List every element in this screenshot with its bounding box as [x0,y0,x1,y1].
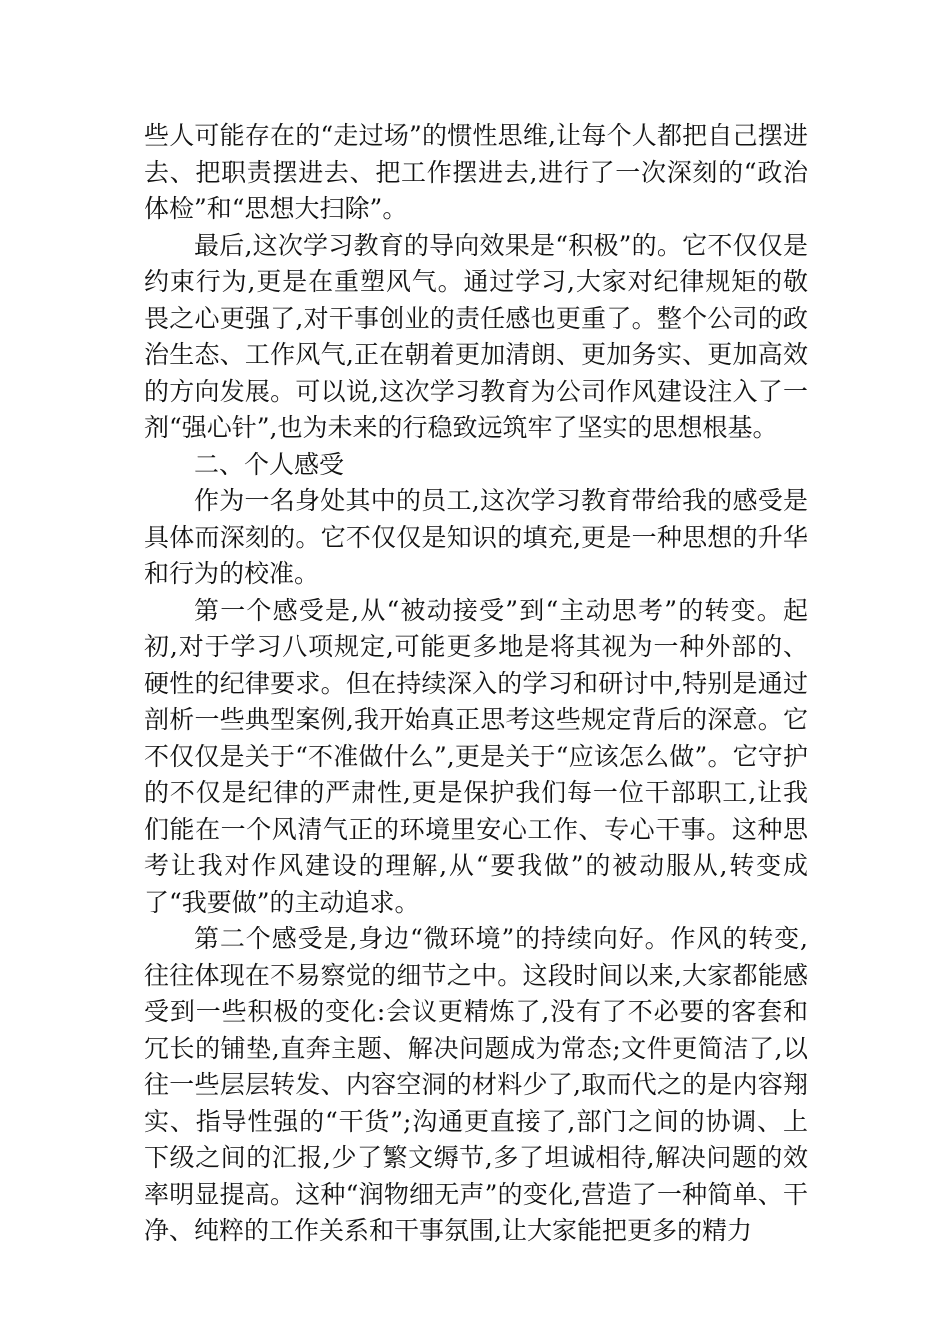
paragraph-intro: 作为一名身处其中的员工,这次学习教育带给我的感受是具体而深刻的。它不仅仅是知识的填充,更是一种思想的升华和行为的校准。 [144,486,808,588]
paragraph-second-feeling: 第二个感受是,身边“微环境”的持续向好。作风的转变,往往体现在不易察觉的细节之中。这段时间以来,大家都能感受到一些积极的变化:会议更精炼了,没有了不必要的客套和冗长的铺垫,直奔主题、解决问题成为常态;文件更简洁了,以往一些层层转发、内容空洞的材料少了,取而代之的是内容翔实、指导性强的“干货”;沟通更直接了,部门之间的协调、上下级之间的汇报,少了繁文缛节,多了坦诚相待,解决问题的效率明显提高。这种“润物细无声”的变化,营造了一种简单、干净、纯粹的工作关系和干事氛围,让大家能把更多的精力 [144,924,808,1245]
paragraph-first-feeling: 第一个感受是,从“被动接受”到“主动思考”的转变。起初,对于学习八项规定,可能更多地是将其视为一种外部的、硬性的纪律要求。但在持续深入的学习和研讨中,特别是通过剖析一些典型案例,我开始真正思考这些规定背后的深意。它不仅仅是关于“不准做什么”,更是关于“应该怎么做”。它守护的不仅是纪律的严肃性,更是保护我们每一位干部职工,让我们能在一个风清气正的环境里安心工作、专心干事。这种思考让我对作风建设的理解,从“要我做”的被动服从,转变成了“我要做”的主动追求。 [144,595,808,917]
section-heading: 二、个人感受 [194,449,345,479]
document-body [144,118,808,1250]
paragraph-conclusion: 最后,这次学习教育的导向效果是“积极”的。它不仅仅是约束行为,更是在重塑风气。通过学习,大家对纪律规矩的敬畏之心更强了,对干事创业的责任感也更重了。整个公司的政治生态、工作风气,正在朝着更加清朗、更加务实、更加高效的方向发展。可以说,这次学习教育为公司作风建设注入了一剂“强心针”,也为未来的行稳致远筑牢了坚实的思想根基。 [144,230,808,442]
paragraph-continuation: 些人可能存在的“走过场”的惯性思维,让每个人都把自己摆进去、把职责摆进去、把工作摆进去,进行了一次深刻的“政治体检”和“思想大扫除”。 [144,121,808,223]
